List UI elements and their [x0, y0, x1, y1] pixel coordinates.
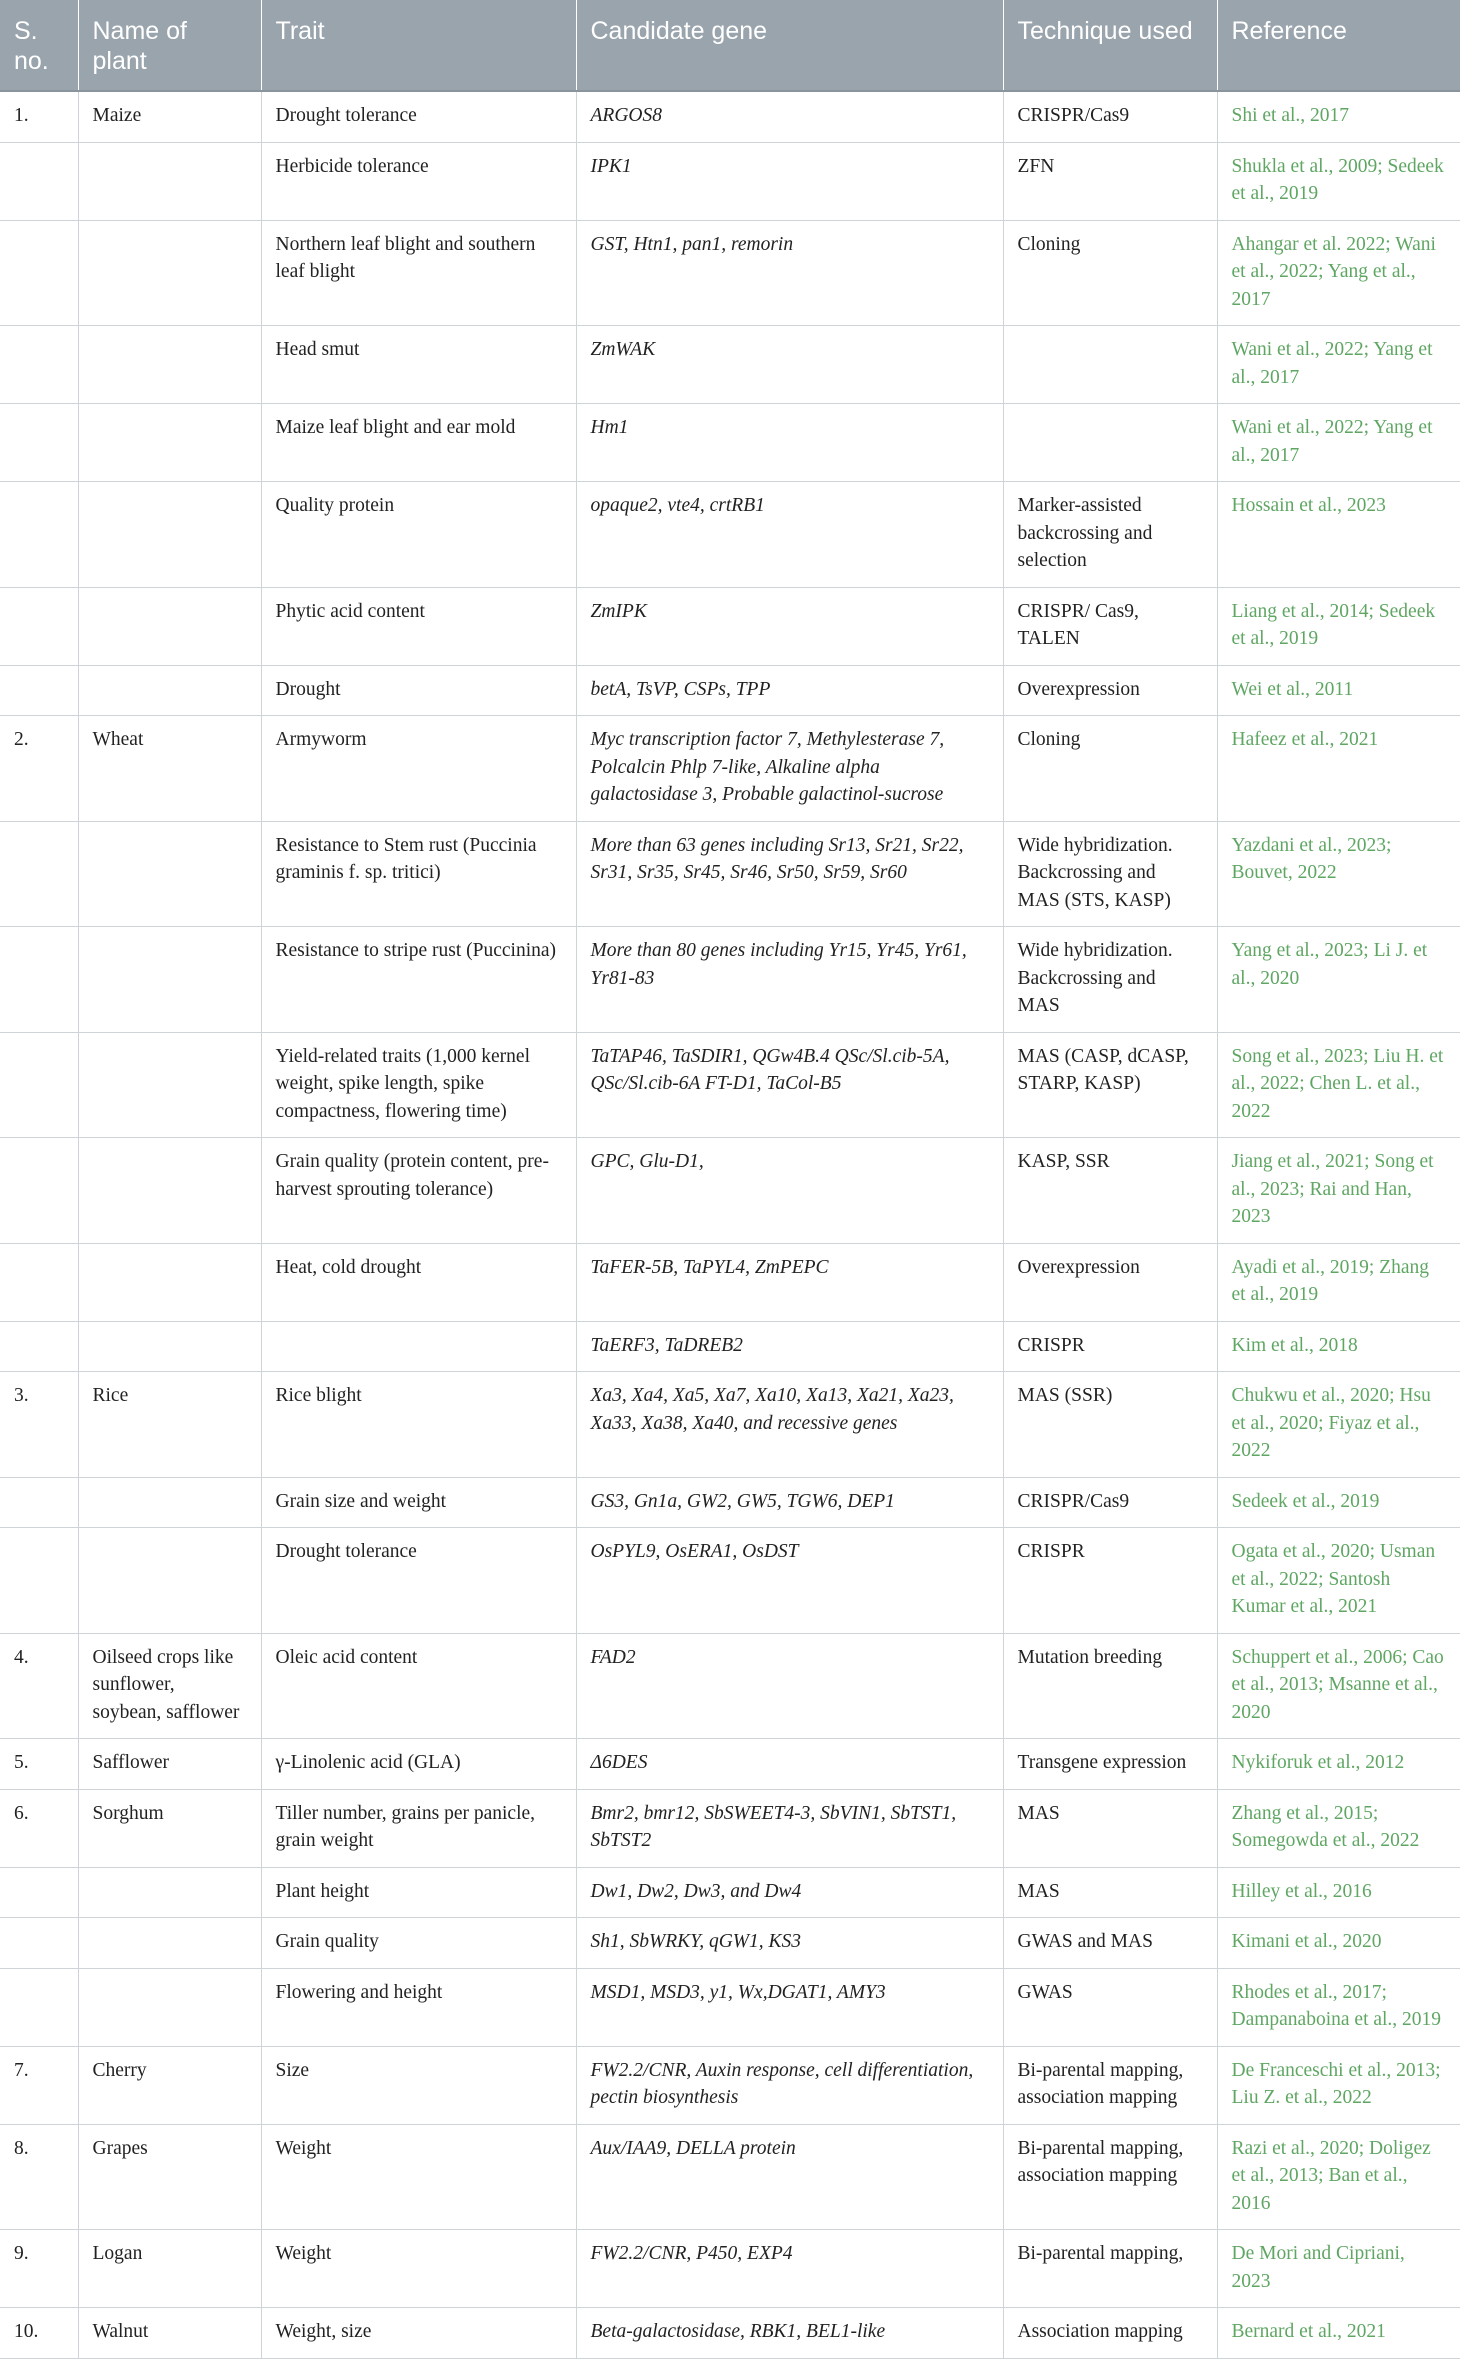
sno-cell: [0, 1321, 78, 1372]
table-row: [0, 1321, 1460, 1372]
trait-cell: Head smut: [261, 326, 576, 404]
plant-cell: Cherry: [78, 2046, 261, 2124]
technique-cell: Bi-parental mapping,: [1003, 2230, 1217, 2308]
sno-cell: 1.: [0, 91, 78, 142]
table-row: [0, 665, 1460, 716]
reference-cell[interactable]: Sedeek et al., 2019: [1217, 1477, 1460, 1528]
technique-cell: [1003, 404, 1217, 482]
trait-cell: Drought tolerance: [261, 1528, 576, 1634]
table-row: [0, 2124, 1460, 2230]
gene-cell: FW2.2/CNR, P450, EXP4: [576, 2230, 1003, 2308]
sno-cell: [0, 1528, 78, 1634]
technique-cell: CRISPR/ Cas9, TALEN: [1003, 587, 1217, 665]
trait-cell: Grain size and weight: [261, 1477, 576, 1528]
plant-cell: [78, 927, 261, 1033]
sno-cell: [0, 142, 78, 220]
sno-cell: [0, 821, 78, 927]
technique-cell: Cloning: [1003, 716, 1217, 822]
trait-cell: Resistance to stripe rust (Puccinina): [261, 927, 576, 1033]
sno-cell: [0, 1243, 78, 1321]
sno-cell: [0, 927, 78, 1033]
reference-cell[interactable]: Hafeez et al., 2021: [1217, 716, 1460, 822]
table-row: [0, 587, 1460, 665]
plant-cell: Grapes: [78, 2124, 261, 2230]
table-row: [0, 821, 1460, 927]
trait-cell: Tiller number, grains per panicle, grain weight: [261, 1789, 576, 1867]
gene-cell: ZmIPK: [576, 587, 1003, 665]
reference-cell[interactable]: Nykiforuk et al., 2012: [1217, 1739, 1460, 1790]
reference-cell[interactable]: Yang et al., 2023; Li J. et al., 2020: [1217, 927, 1460, 1033]
sno-cell: 10.: [0, 2308, 78, 2359]
header-sno: S. no.: [0, 0, 78, 91]
technique-cell: MAS (SSR): [1003, 1372, 1217, 1478]
gene-cell: FAD2: [576, 1633, 1003, 1739]
trait-cell: Grain quality (protein content, pre-harvest sprouting tolerance): [261, 1138, 576, 1244]
header-row: [0, 0, 1460, 91]
plant-cell: Walnut: [78, 2308, 261, 2359]
trait-cell: Maize leaf blight and ear mold: [261, 404, 576, 482]
plant-cell: [78, 821, 261, 927]
technique-cell: CRISPR: [1003, 1321, 1217, 1372]
gene-cell: IPK1: [576, 142, 1003, 220]
gene-cell: Dw1, Dw2, Dw3, and Dw4: [576, 1867, 1003, 1918]
gene-cell: FW2.2/CNR, Auxin response, cell differentiation, pectin biosynthesis: [576, 2046, 1003, 2124]
technique-cell: [1003, 326, 1217, 404]
technique-cell: Overexpression: [1003, 665, 1217, 716]
table-row: [0, 1918, 1460, 1969]
sno-cell: [0, 404, 78, 482]
sno-cell: 8.: [0, 2124, 78, 2230]
table-row: [0, 326, 1460, 404]
gene-cell: GS3, Gn1a, GW2, GW5, TGW6, DEP1: [576, 1477, 1003, 1528]
plant-cell: Rice: [78, 1372, 261, 1478]
reference-cell[interactable]: Kim et al., 2018: [1217, 1321, 1460, 1372]
reference-cell[interactable]: Ahangar et al. 2022; Wani et al., 2022; Yang et al., 2017: [1217, 220, 1460, 326]
table-row: [0, 482, 1460, 588]
gene-cell: Bmr2, bmr12, SbSWEET4-3, SbVIN1, SbTST1, SbTST2: [576, 1789, 1003, 1867]
sno-cell: [0, 1867, 78, 1918]
trait-cell: Oleic acid content: [261, 1633, 576, 1739]
technique-cell: MAS: [1003, 1867, 1217, 1918]
gene-cell: Myc transcription factor 7, Methylesterase 7, Polcalcin Phlp 7-like, Alkaline alpha galactosidase 3, Probable galactinol-sucrose: [576, 716, 1003, 822]
gene-cell: MSD1, MSD3, y1, Wx,DGAT1, AMY3: [576, 1968, 1003, 2046]
table-row: [0, 1138, 1460, 1244]
technique-cell: Wide hybridization. Backcrossing and MAS: [1003, 927, 1217, 1033]
plant-cell: [78, 1243, 261, 1321]
gene-cell: Sh1, SbWRKY, qGW1, KS3: [576, 1918, 1003, 1969]
plant-cell: Safflower: [78, 1739, 261, 1790]
trait-cell: Phytic acid content: [261, 587, 576, 665]
technique-cell: Transgene expression: [1003, 1739, 1217, 1790]
plant-cell: [78, 1918, 261, 1969]
sno-cell: 2.: [0, 716, 78, 822]
plant-cell: [78, 1528, 261, 1634]
technique-cell: CRISPR/Cas9: [1003, 1477, 1217, 1528]
plant-cell: Logan: [78, 2230, 261, 2308]
gene-cell: ARGOS8: [576, 91, 1003, 142]
table-row: [0, 2046, 1460, 2124]
gene-cell: GST, Htn1, pan1, remorin: [576, 220, 1003, 326]
plant-cell: [78, 1867, 261, 1918]
sno-cell: 3.: [0, 1372, 78, 1478]
header-gene: Candidate gene: [576, 0, 1003, 91]
sno-cell: 5.: [0, 1739, 78, 1790]
plant-cell: [78, 1138, 261, 1244]
trait-cell: Drought tolerance: [261, 91, 576, 142]
plant-cell: [78, 142, 261, 220]
table-row: [0, 1867, 1460, 1918]
table-row: [0, 142, 1460, 220]
trait-cell: Plant height: [261, 1867, 576, 1918]
reference-cell[interactable]: Ayadi et al., 2019; Zhang et al., 2019: [1217, 1243, 1460, 1321]
sno-cell: 4.: [0, 1633, 78, 1739]
reference-cell[interactable]: Schuppert et al., 2006; Cao et al., 2013; Msanne et al., 2020: [1217, 1633, 1460, 1739]
reference-cell[interactable]: Zhang et al., 2015; Somegowda et al., 2022: [1217, 1789, 1460, 1867]
plant-cell: [78, 1321, 261, 1372]
table-row: [0, 1477, 1460, 1528]
technique-cell: Overexpression: [1003, 1243, 1217, 1321]
table-row: [0, 1528, 1460, 1634]
gene-cell: Hm1: [576, 404, 1003, 482]
sno-cell: 9.: [0, 2230, 78, 2308]
trait-cell: Heat, cold drought: [261, 1243, 576, 1321]
gene-cell: Aux/IAA9, DELLA protein: [576, 2124, 1003, 2230]
plant-cell: [78, 404, 261, 482]
sno-cell: [0, 1477, 78, 1528]
table-row: [0, 1032, 1460, 1138]
sno-cell: [0, 220, 78, 326]
sno-cell: [0, 326, 78, 404]
gene-cell: Δ6DES: [576, 1739, 1003, 1790]
table-row: [0, 2308, 1460, 2359]
plant-cell: Oilseed crops like sunflower, soybean, safflower: [78, 1633, 261, 1739]
technique-cell: Wide hybridization. Backcrossing and MAS (STS, KASP): [1003, 821, 1217, 927]
table-row: [0, 404, 1460, 482]
reference-cell[interactable]: Wani et al., 2022; Yang et al., 2017: [1217, 326, 1460, 404]
reference-cell[interactable]: Chukwu et al., 2020; Hsu et al., 2020; Fiyaz et al., 2022: [1217, 1372, 1460, 1478]
technique-cell: Bi-parental mapping, association mapping: [1003, 2124, 1217, 2230]
trait-cell: Size: [261, 2046, 576, 2124]
trait-cell: Quality protein: [261, 482, 576, 588]
gene-cell: GPC, Glu-D1,: [576, 1138, 1003, 1244]
reference-cell[interactable]: Yazdani et al., 2023; Bouvet, 2022: [1217, 821, 1460, 927]
reference-cell[interactable]: Kimani et al., 2020: [1217, 1918, 1460, 1969]
table-row: [0, 2230, 1460, 2308]
sno-cell: [0, 482, 78, 588]
table-row: [0, 1968, 1460, 2046]
reference-cell[interactable]: Wei et al., 2011: [1217, 665, 1460, 716]
reference-cell[interactable]: Liang et al., 2014; Sedeek et al., 2019: [1217, 587, 1460, 665]
reference-cell[interactable]: De Mori and Cipriani, 2023: [1217, 2230, 1460, 2308]
technique-cell: Cloning: [1003, 220, 1217, 326]
gene-cell: TaFER-5B, TaPYL4, ZmPEPC: [576, 1243, 1003, 1321]
technique-cell: CRISPR/Cas9: [1003, 91, 1217, 142]
gene-cell: More than 80 genes including Yr15, Yr45, Yr61, Yr81-83: [576, 927, 1003, 1033]
technique-cell: MAS: [1003, 1789, 1217, 1867]
reference-cell[interactable]: Ogata et al., 2020; Usman et al., 2022; Santosh Kumar et al., 2021: [1217, 1528, 1460, 1634]
sno-cell: [0, 1968, 78, 2046]
header-trait: Trait: [261, 0, 576, 91]
reference-cell[interactable]: Rhodes et al., 2017; Dampanaboina et al., 2019: [1217, 1968, 1460, 2046]
reference-cell[interactable]: Song et al., 2023; Liu H. et al., 2022; Chen L. et al., 2022: [1217, 1032, 1460, 1138]
trait-cell: Drought: [261, 665, 576, 716]
technique-cell: GWAS and MAS: [1003, 1918, 1217, 1969]
trait-cell: Resistance to Stem rust (Puccinia graminis f. sp. tritici): [261, 821, 576, 927]
gene-cell: ZmWAK: [576, 326, 1003, 404]
trait-cell: Armyworm: [261, 716, 576, 822]
reference-cell[interactable]: Hossain et al., 2023: [1217, 482, 1460, 588]
table-row: [0, 91, 1460, 142]
reference-cell[interactable]: Jiang et al., 2021; Song et al., 2023; Rai and Han, 2023: [1217, 1138, 1460, 1244]
gene-cell: Xa3, Xa4, Xa5, Xa7, Xa10, Xa13, Xa21, Xa23, Xa33, Xa38, Xa40, and recessive genes: [576, 1372, 1003, 1478]
gene-cell: Beta-galactosidase, RBK1, BEL1-like: [576, 2308, 1003, 2359]
table-body: [0, 91, 1460, 2358]
sno-cell: 7.: [0, 2046, 78, 2124]
technique-cell: MAS (CASP, dCASP, STARP, KASP): [1003, 1032, 1217, 1138]
technique-cell: ZFN: [1003, 142, 1217, 220]
reference-cell[interactable]: Hilley et al., 2016: [1217, 1867, 1460, 1918]
trait-cell: Northern leaf blight and southern leaf blight: [261, 220, 576, 326]
plant-cell: [78, 1477, 261, 1528]
plant-cell: Wheat: [78, 716, 261, 822]
header-plant: Name of plant: [78, 0, 261, 91]
trait-cell: Weight: [261, 2230, 576, 2308]
sno-cell: [0, 587, 78, 665]
reference-cell[interactable]: Wani et al., 2022; Yang et al., 2017: [1217, 404, 1460, 482]
plant-cell: [78, 665, 261, 716]
sno-cell: [0, 1918, 78, 1969]
sno-cell: [0, 1032, 78, 1138]
table-row: [0, 1739, 1460, 1790]
reference-cell[interactable]: De Franceschi et al., 2013; Liu Z. et al., 2022: [1217, 2046, 1460, 2124]
plant-cell: Sorghum: [78, 1789, 261, 1867]
sno-cell: [0, 665, 78, 716]
table-row: [0, 716, 1460, 822]
trait-cell: Herbicide tolerance: [261, 142, 576, 220]
reference-cell[interactable]: Shi et al., 2017: [1217, 91, 1460, 142]
plant-cell: [78, 326, 261, 404]
trait-cell: Flowering and height: [261, 1968, 576, 2046]
table-row: [0, 1633, 1460, 1739]
reference-cell[interactable]: Bernard et al., 2021: [1217, 2308, 1460, 2359]
reference-cell[interactable]: Razi et al., 2020; Doligez et al., 2013; Ban et al., 2016: [1217, 2124, 1460, 2230]
plant-cell: [78, 1968, 261, 2046]
technique-cell: GWAS: [1003, 1968, 1217, 2046]
trait-cell: Grain quality: [261, 1918, 576, 1969]
trait-cell: Yield-related traits (1,000 kernel weight, spike length, spike compactness, flowering time): [261, 1032, 576, 1138]
plant-cell: [78, 587, 261, 665]
trait-cell: Rice blight: [261, 1372, 576, 1478]
trait-cell: Weight, size: [261, 2308, 576, 2359]
technique-cell: Bi-parental mapping, association mapping: [1003, 2046, 1217, 2124]
gene-cell: OsPYL9, OsERA1, OsDST: [576, 1528, 1003, 1634]
trait-cell: γ-Linolenic acid (GLA): [261, 1739, 576, 1790]
gene-cell: opaque2, vte4, crtRB1: [576, 482, 1003, 588]
gene-cell: betA, TsVP, CSPs, TPP: [576, 665, 1003, 716]
sno-cell: [0, 1138, 78, 1244]
table-row: [0, 927, 1460, 1033]
table-row: [0, 1789, 1460, 1867]
technique-cell: CRISPR: [1003, 1528, 1217, 1634]
trait-cell: [261, 1321, 576, 1372]
table-row: [0, 1372, 1460, 1478]
plant-cell: [78, 1032, 261, 1138]
trait-cell: Weight: [261, 2124, 576, 2230]
table-row: [0, 1243, 1460, 1321]
plant-cell: Maize: [78, 91, 261, 142]
technique-cell: KASP, SSR: [1003, 1138, 1217, 1244]
plant-cell: [78, 482, 261, 588]
table-row: [0, 220, 1460, 326]
sno-cell: 6.: [0, 1789, 78, 1867]
gene-cell: More than 63 genes including Sr13, Sr21, Sr22, Sr31, Sr35, Sr45, Sr46, Sr50, Sr59, Sr60: [576, 821, 1003, 927]
gene-cell: TaTAP46, TaSDIR1, QGw4B.4 QSc/Sl.cib-5A, QSc/Sl.cib-6A FT-D1, TaCol-B5: [576, 1032, 1003, 1138]
reference-cell[interactable]: Shukla et al., 2009; Sedeek et al., 2019: [1217, 142, 1460, 220]
technique-cell: Marker-assisted backcrossing and selection: [1003, 482, 1217, 588]
header-technique: Technique used: [1003, 0, 1217, 91]
technique-cell: Mutation breeding: [1003, 1633, 1217, 1739]
header-reference: Reference: [1217, 0, 1460, 91]
plant-cell: [78, 220, 261, 326]
gene-cell: TaERF3, TaDREB2: [576, 1321, 1003, 1372]
technique-cell: Association mapping: [1003, 2308, 1217, 2359]
